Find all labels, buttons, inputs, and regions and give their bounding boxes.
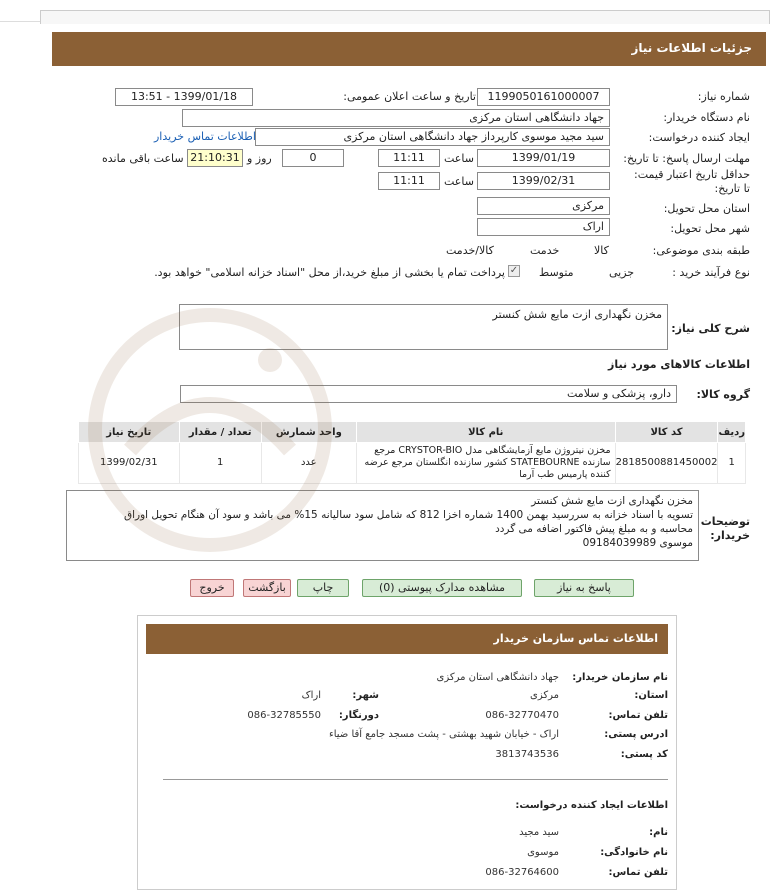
back-button[interactable]: بازگشت bbox=[243, 579, 291, 597]
attachments-button[interactable]: مشاهده مدارک پیوستی (0) bbox=[362, 579, 522, 597]
contact-city-value: اراک bbox=[301, 690, 321, 701]
treasury-checkbox[interactable]: ✓ bbox=[509, 265, 519, 276]
need-number-label: شماره نیاز: bbox=[697, 90, 750, 103]
table-row bbox=[79, 443, 746, 484]
goods-table bbox=[78, 421, 746, 484]
summary-label: شرح کلی نیاز: bbox=[671, 322, 750, 335]
row-unit: عدد bbox=[261, 443, 356, 484]
validity-date-field: 1399/02/31 bbox=[477, 172, 610, 190]
contact-province-value: مرکزی bbox=[530, 690, 559, 701]
notes-line: مخزن نگهداری ازت مایع شش کنستر bbox=[531, 495, 693, 507]
remaining-label: ساعت باقی مانده bbox=[102, 152, 184, 165]
remaining-time-field: 21:10:31 bbox=[187, 149, 243, 167]
process-medium-label: متوسط bbox=[539, 266, 574, 279]
summary-textarea: مخزن نگهداری ازت مایع شش کنستر bbox=[179, 304, 668, 350]
contact-fax-label: دورنگار: bbox=[338, 710, 379, 721]
city-field: اراک bbox=[477, 218, 610, 236]
col-qty: تعداد / مقدار bbox=[179, 422, 261, 443]
validity-time-field: 11:11 bbox=[378, 172, 440, 190]
contact-fax-value: 086-32785550 bbox=[247, 710, 321, 721]
province-field: مرکزی bbox=[477, 197, 610, 215]
validity-label: حداقل تاریخ اعتبار قیمت: تا تاریخ: bbox=[634, 168, 750, 195]
deadline-time-field: 11:11 bbox=[378, 149, 440, 167]
contact-address-value: اراک - خیابان شهید بهشتی - پشت مسجد جامع آقا ضیاء bbox=[329, 729, 559, 740]
contact-phone-label: تلفن تماس: bbox=[608, 710, 668, 721]
payment-text: پرداخت تمام یا بخشی از مبلغ خرید،از محل "اسناد خزانه اسلامی" خواهد بود. bbox=[154, 266, 505, 279]
row-qty: 1 bbox=[179, 443, 261, 484]
contact-province-label: استان: bbox=[634, 690, 668, 701]
goods-section-title: اطلاعات کالاهای مورد نیاز bbox=[608, 358, 750, 371]
category-label: طبقه بندی موضوعی: bbox=[652, 244, 750, 257]
top-tab bbox=[40, 10, 770, 24]
contact-divider bbox=[163, 779, 668, 780]
buyer-field: جهاد دانشگاهی استان مرکزی bbox=[182, 109, 610, 127]
need-number-field: 1199050161000007 bbox=[477, 88, 610, 106]
notes-textarea bbox=[66, 490, 699, 561]
goods-table-header bbox=[79, 422, 746, 443]
creator-phone-value: 086-32764600 bbox=[485, 867, 559, 878]
days-label: روز و bbox=[247, 152, 272, 165]
deadline-date-field: 1399/01/19 bbox=[477, 149, 610, 167]
city-label: شهر محل تحویل: bbox=[670, 222, 750, 235]
respond-button[interactable]: پاسخ به نیاز bbox=[534, 579, 634, 597]
contact-postal-label: کد پستی: bbox=[620, 749, 668, 760]
contact-postal-value: 3813743536 bbox=[495, 749, 559, 760]
days-field: 0 bbox=[282, 149, 344, 167]
exit-button[interactable]: خروج bbox=[190, 579, 234, 597]
creator-family-label: نام خانوادگی: bbox=[600, 847, 668, 858]
buyer-contact-card bbox=[137, 615, 677, 890]
contact-org-value: جهاد دانشگاهی استان مرکزی bbox=[436, 672, 559, 683]
contact-org-label: نام سازمان خریدار: bbox=[572, 672, 668, 683]
creator-label: ایجاد کننده درخواست: bbox=[648, 131, 750, 144]
print-button[interactable]: چاپ bbox=[297, 579, 349, 597]
col-date: تاریخ نیاز bbox=[79, 422, 180, 443]
col-code: کد کالا bbox=[615, 422, 718, 443]
province-label: استان محل تحویل: bbox=[663, 202, 750, 215]
col-index: ردیف bbox=[718, 422, 746, 443]
contact-address-label: ادرس پستی: bbox=[604, 729, 668, 740]
process-label: نوع فرآیند خرید : bbox=[672, 266, 750, 279]
notes-label: توضیحات خریدار: bbox=[700, 515, 750, 542]
deadline-label: مهلت ارسال پاسخ: تا تاریخ: bbox=[623, 152, 750, 165]
category-goods-label: کالا bbox=[594, 244, 609, 257]
top-bar bbox=[0, 0, 770, 22]
contact-header bbox=[146, 624, 668, 654]
creator-section-title: اطلاعات ایجاد کننده درخواست: bbox=[515, 800, 668, 811]
goods-group-field: دارو، پزشکی و سلامت bbox=[180, 385, 677, 403]
contact-phone-value: 086-32770470 bbox=[485, 710, 559, 721]
announce-label: تاریخ و ساعت اعلان عمومی: bbox=[343, 90, 476, 103]
notes-line: محاسبه و به مبلغ پیش فاکتور اضافه می گردد bbox=[495, 523, 693, 535]
buyer-label: نام دستگاه خریدار: bbox=[663, 111, 750, 124]
deadline-time-label: ساعت bbox=[444, 152, 474, 165]
row-code: 2818500881450002 bbox=[615, 443, 718, 484]
announce-field: 1399/01/18 - 13:51 bbox=[115, 88, 253, 106]
buyer-contact-link[interactable]: اطلاعات تماس خریدار bbox=[154, 130, 256, 143]
creator-name-value: سید مجید bbox=[519, 827, 559, 838]
row-date: 1399/02/31 bbox=[79, 443, 180, 484]
validity-time-label: ساعت bbox=[444, 175, 474, 188]
category-service-label: خدمت bbox=[530, 244, 560, 257]
goods-group-label: گروه کالا: bbox=[696, 388, 750, 401]
creator-family-value: موسوی bbox=[527, 847, 559, 858]
col-unit: واحد شمارش bbox=[261, 422, 356, 443]
page-title: جزئیات اطلاعات نیاز bbox=[631, 41, 752, 55]
contact-city-label: شهر: bbox=[352, 690, 379, 701]
creator-field: سید مجید موسوی کارپرداز جهاد دانشگاهی استان مرکزی bbox=[255, 128, 610, 146]
creator-name-label: نام: bbox=[649, 827, 668, 838]
category-both-label: کالا/خدمت bbox=[446, 244, 494, 257]
notes-line: تسویه با اسناد خزانه به سررسید بهمن 1400 شماره اخزا 812 که شامل سود سالیانه 15% می باشد و سود آن هنگام تحویل اوراق bbox=[123, 509, 693, 521]
creator-phone-label: تلفن تماس: bbox=[608, 867, 668, 878]
contact-title: اطلاعات تماس سازمان خریدار bbox=[493, 632, 658, 645]
page-header bbox=[52, 32, 766, 66]
process-minor-label: جزیی bbox=[609, 266, 635, 279]
col-name: نام کالا bbox=[356, 422, 615, 443]
row-index: 1 bbox=[718, 443, 746, 484]
row-name: مخزن نیتروژن مایع آزمایشگاهی مدل CRYSTOR-BIO مرجع سازنده STATEBOURNE کشور سازنده انگلستان مرجع عرضه کننده پارمیس طب آرما bbox=[356, 443, 615, 484]
notes-line: موسوی 09184039989 bbox=[582, 537, 693, 549]
